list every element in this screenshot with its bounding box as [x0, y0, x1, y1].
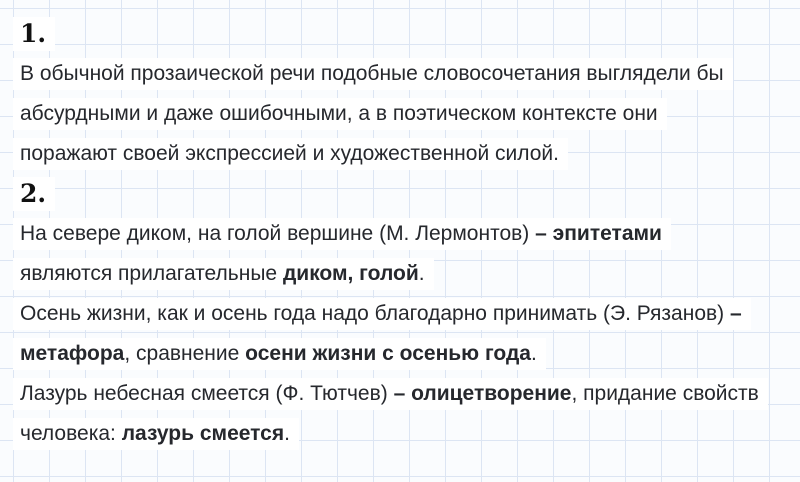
text-segment: поражают своей экспрессией и художественной силой.	[20, 142, 559, 165]
text-segment: , сравнение	[124, 342, 246, 365]
text-segment: являются прилагательные	[20, 262, 283, 285]
bold-term: 1.	[20, 19, 47, 48]
answer-line	[13, 134, 800, 174]
line-highlight-band	[13, 58, 733, 90]
text-segment: , придание свойств	[571, 382, 759, 405]
answer-line	[13, 254, 800, 294]
line-highlight-band	[13, 258, 434, 290]
bold-term: метафора	[20, 342, 125, 365]
bold-term: 2.	[20, 179, 47, 208]
section-number-1	[13, 14, 800, 54]
answer-line	[13, 54, 800, 94]
answers-document	[13, 14, 800, 454]
answer-line	[13, 294, 800, 334]
line-highlight-band	[13, 177, 55, 211]
answer-line	[13, 94, 800, 134]
line-highlight-band	[13, 298, 751, 330]
line-highlight-band	[13, 17, 55, 51]
bold-term: лазурь смеется	[121, 422, 285, 445]
text-segment: .	[284, 422, 290, 445]
line-highlight-band	[13, 378, 768, 410]
text-segment: Лазурь небесная смеется (Ф. Тютчев)	[20, 382, 394, 405]
line-highlight-band	[13, 138, 568, 170]
text-segment: Осень жизни, как и осень года надо благодарно принимать (Э. Рязанов)	[20, 302, 730, 325]
text-segment: На севере диком, на голой вершине (М. Лермонтов)	[20, 222, 536, 245]
bold-term: диком, голой	[282, 262, 419, 285]
line-highlight-band	[13, 98, 667, 130]
text-segment: .	[418, 262, 425, 285]
answer-line	[13, 334, 800, 374]
section-number-2	[13, 174, 800, 214]
answer-line	[13, 214, 800, 254]
bold-term: – эпитетами	[535, 222, 662, 245]
text-segment: абсурдными и даже ошибочными, а в поэтическом контексте они	[20, 102, 658, 125]
answer-line	[13, 374, 800, 414]
text-segment: В обычной прозаической речи подобные словосочетания выглядели бы	[20, 62, 724, 85]
line-highlight-band	[13, 338, 546, 370]
bold-term: – олицетворение	[393, 382, 572, 405]
line-highlight-band	[13, 418, 299, 450]
text-segment: человека:	[20, 422, 122, 445]
bold-term: осени жизни с осенью года	[245, 342, 531, 365]
bold-term: –	[729, 302, 742, 325]
answer-line	[13, 414, 800, 454]
text-segment: .	[530, 342, 537, 365]
line-highlight-band	[13, 218, 671, 250]
